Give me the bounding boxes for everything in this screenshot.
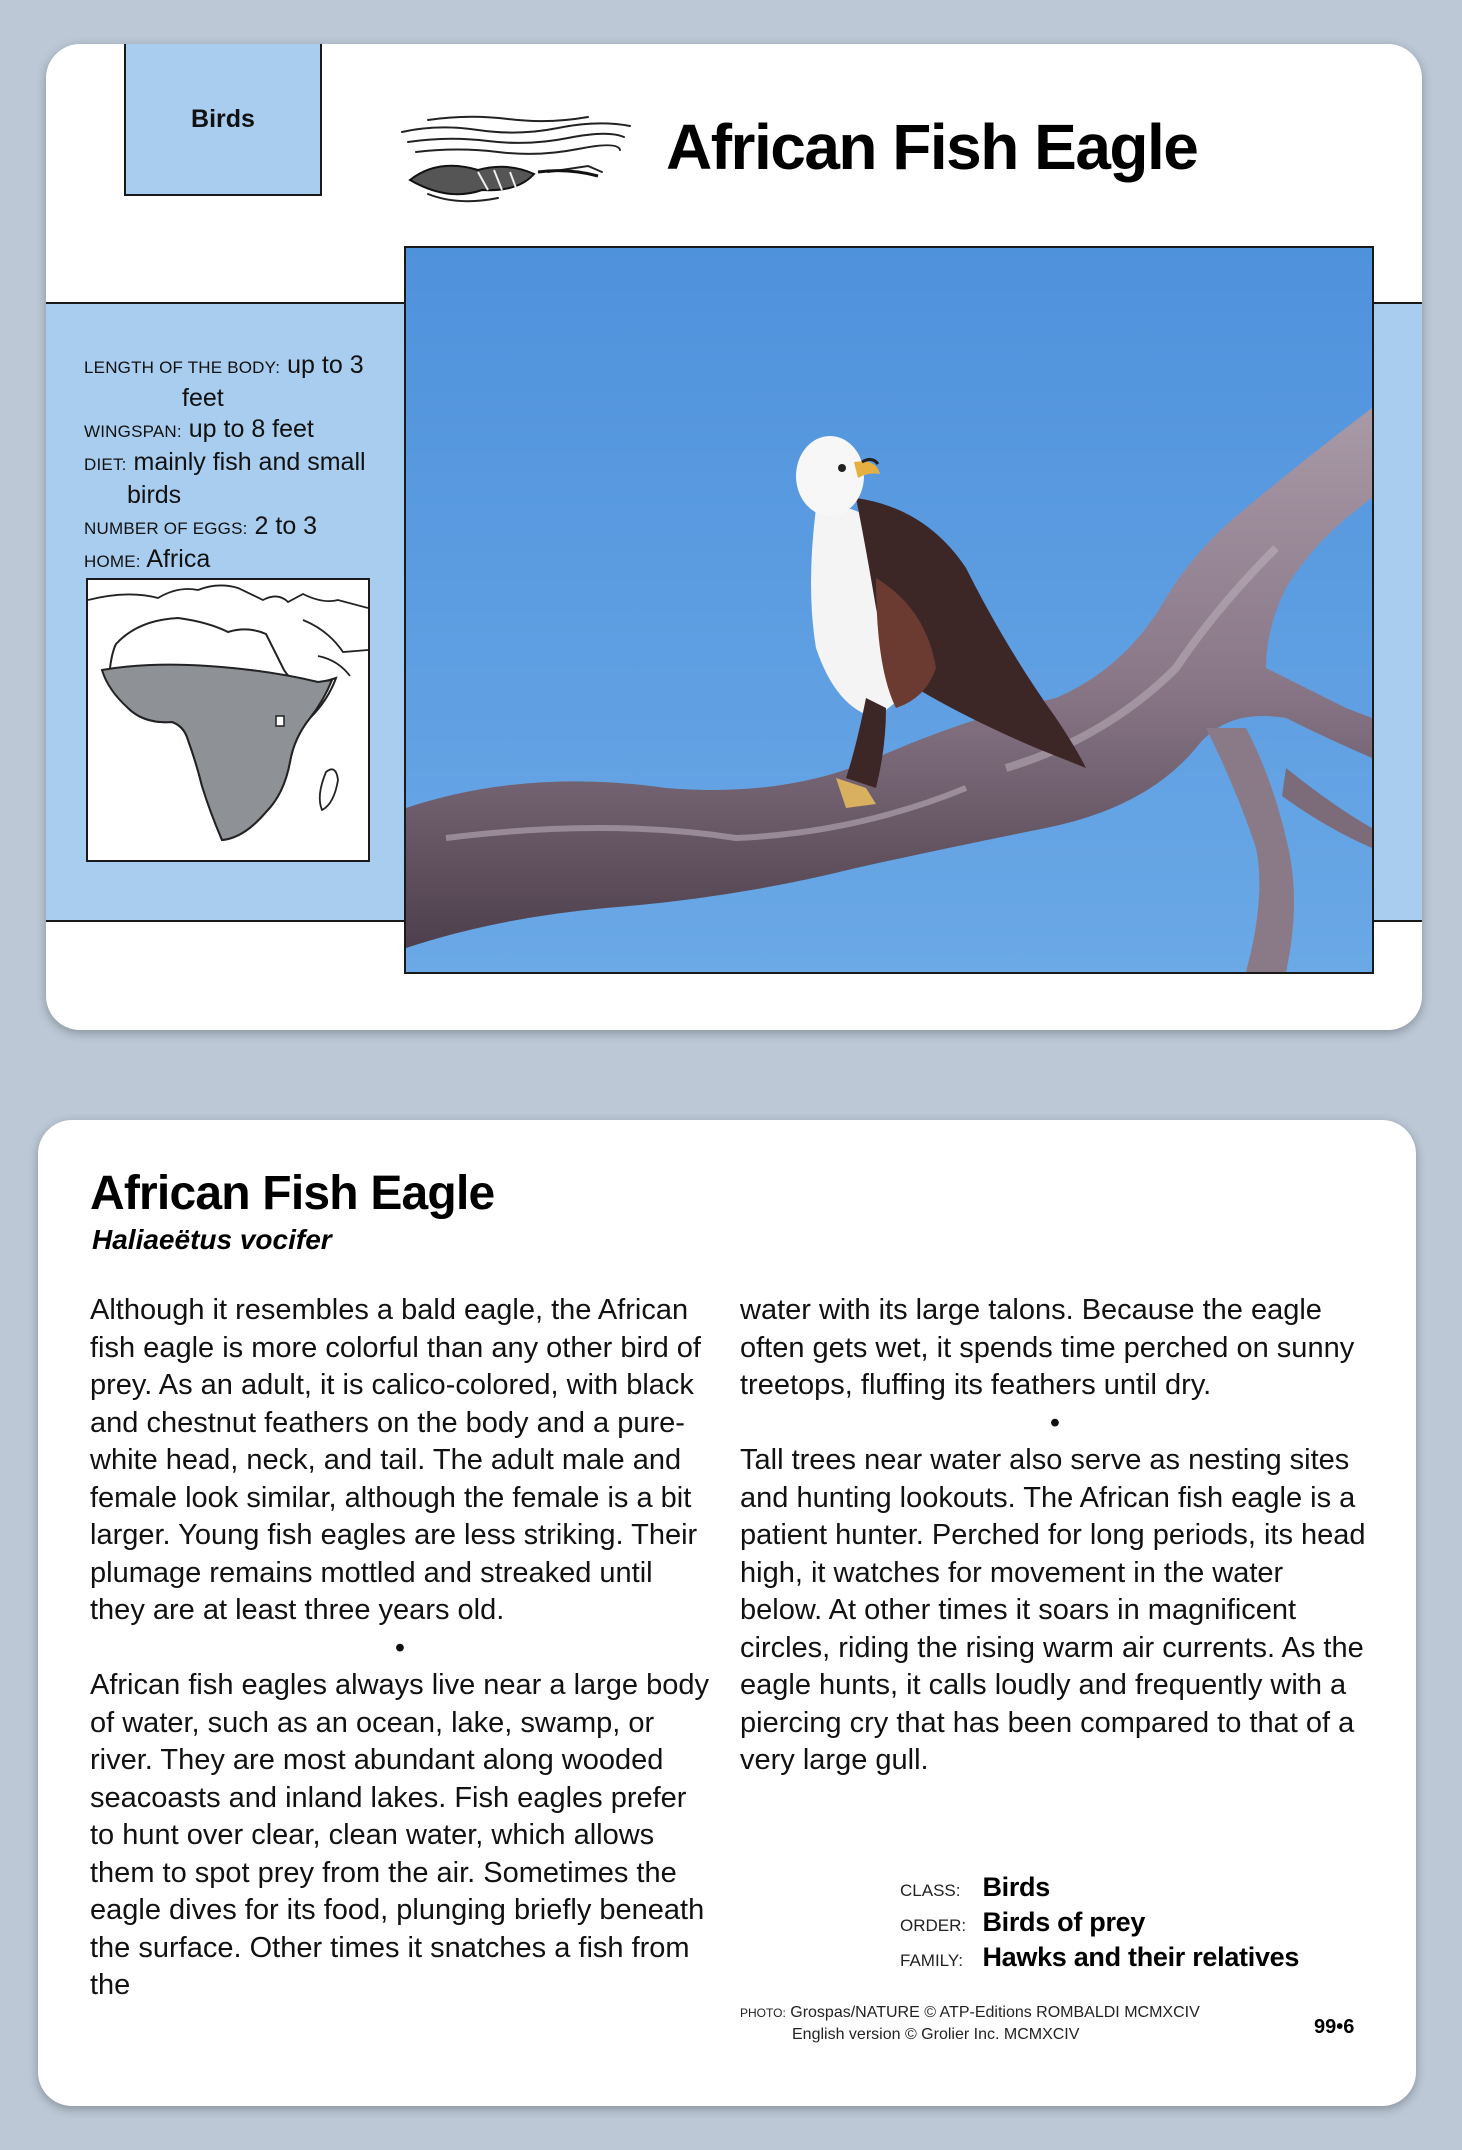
fact-value: Africa [146,545,211,573]
fact-diet-continued: birds [127,481,182,509]
front-title: African Fish Eagle [666,111,1198,183]
taxonomy-value: Birds of prey [982,1907,1146,1937]
fact-wingspan [84,414,374,447]
credit-line: English version © Grolier Inc. MCMXCIV [792,2026,1080,2043]
paragraph: Tall trees near water also serve as nesting sites and hunting lookouts. The African fish eagle is a patient hunter. Perched for long periods, its head high, it watches for movement in the water below. At other times it soars in magnificent circles, riding the rising warm air currents. As the eagle hunts, it calls loudly and frequently with a piercing cry that has been compared to that of a very large gull. [740,1444,1366,1776]
fact-value: up to 3 [287,351,364,379]
taxonomy-order [900,1907,1299,1942]
fact-diet [84,447,374,480]
credit-text: Grospas/NATURE © ATP-Editions ROMBALDI MCMXCIV [790,2004,1200,2021]
card-number: 99•6 [1314,2016,1355,2038]
taxonomy [900,1872,1299,1977]
card-back [38,1120,1416,2106]
credit-label: PHOTO: [740,2006,786,2020]
fact-value: mainly fish and small [133,448,366,476]
fact-home [84,544,374,577]
african-fish-eagle-on-branch-photo [404,246,1374,974]
taxonomy-label: CLASS: [900,1881,961,1900]
paragraph: water with its large talons. Because the eagle often gets wet, it spends time perched on sunny treetops, fluffing its feathers until dry. [740,1294,1355,1401]
taxonomy-label: ORDER: [900,1916,967,1935]
taxonomy-label: FAMILY: [900,1951,963,1970]
fact-label: NUMBER OF EGGS: [84,519,248,538]
fact-value: up to 8 feet [188,415,314,443]
paragraph-separator: • [394,1631,406,1664]
taxonomy-value: Birds [982,1872,1050,1902]
fact-eggs [84,511,374,544]
fact-length-continued: feet [182,384,224,412]
taxonomy-value: Hawks and their relatives [982,1942,1300,1972]
fact-value: 2 to 3 [254,512,318,540]
fact-label: HOME: [84,552,141,571]
fact-label: WINGSPAN: [84,422,182,441]
fish-eagle-habitat-icon [398,110,634,210]
text-column-left [90,1292,710,2005]
back-title: African Fish Eagle [90,1167,495,1220]
fact-length [84,350,374,383]
africa-range-map [86,578,370,862]
fact-label: DIET: [84,455,127,474]
photo-credits [740,2002,1200,2045]
paragraph: African fish eagles always live near a large body of water, such as an ocean, lake, swamp, or river. They are most abundant along wooded seacoasts and inland lakes. Fish eagles prefer to hunt over clear, clean water, which allows them to spot prey from the air. Sometimes the eagle dives for its food, plunging briefly beneath the surface. Other times it snatches a fish from the [90,1669,709,2001]
taxonomy-family [900,1942,1299,1977]
taxonomy-class [900,1872,1299,1907]
category-label: Birds [124,44,322,196]
paragraph-separator: • [1049,1406,1061,1439]
paragraph: Although it resembles a bald eagle, the African fish eagle is more colorful than any other bird of prey. As an adult, it is calico-colored, with black and chestnut feathers on the body and a pure-white head, neck, and tail. The adult male and female look similar, although the female is a bit larger. Young fish eagles are less striking. Their plumage remains mottled and streaked until they are at least three years old. [90,1294,701,1626]
fact-label: LENGTH OF THE BODY: [84,358,281,377]
text-column-right [740,1292,1370,1780]
card-front [46,44,1422,1030]
credit-line [740,2002,1200,2024]
fact-list [84,350,374,577]
scientific-name: Haliaeëtus vocifer [92,1224,332,1255]
